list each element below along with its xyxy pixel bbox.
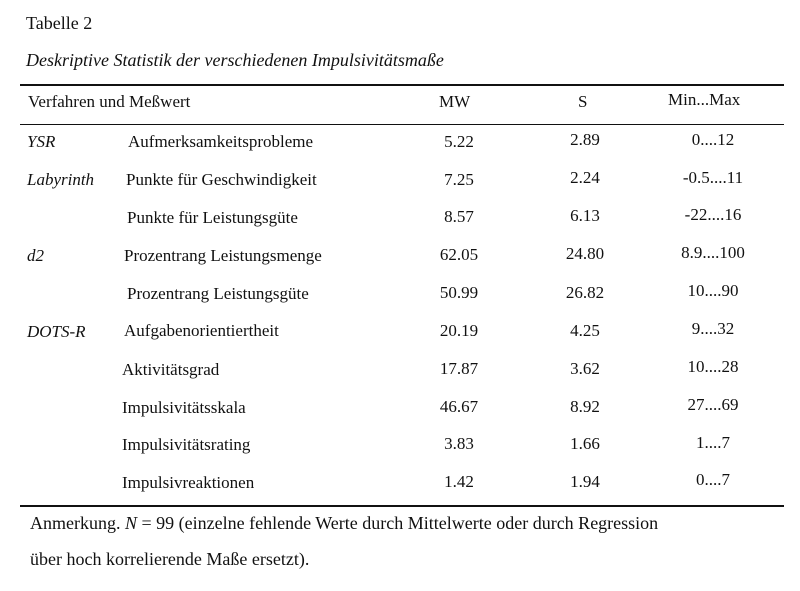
row-range: 1....7 <box>696 433 730 452</box>
header-rule <box>20 124 784 125</box>
row-range: 8.9....100 <box>681 243 745 262</box>
row-s: 2.89 <box>570 130 600 149</box>
row-range: 0....12 <box>691 130 735 149</box>
row-range: 10....90 <box>687 281 739 300</box>
table-note-line1 <box>30 513 658 534</box>
row-measure: Prozentrang Leistungsmenge <box>124 246 322 265</box>
row-measure: Aktivitätsgrad <box>122 360 220 379</box>
row-measure: Prozentrang Leistungsgüte <box>127 284 309 303</box>
row-mw: 7.25 <box>444 170 474 189</box>
row-s: 26.82 <box>565 283 605 302</box>
row-mw: 20.19 <box>439 321 479 340</box>
row-s: 4.25 <box>570 321 600 340</box>
header-method: Verfahren und Meßwert <box>28 92 191 111</box>
row-s: 6.13 <box>570 206 600 225</box>
header-mw: MW <box>439 92 471 111</box>
row-measure: Impulsivitätsrating <box>122 435 251 454</box>
row-s: 8.92 <box>570 397 600 416</box>
row-mw: 3.83 <box>444 434 474 453</box>
row-range: 10....28 <box>687 357 739 376</box>
table-caption: Deskriptive Statistik der verschiedenen Impulsivitätsmaße <box>26 50 444 70</box>
table-label: Tabelle 2 <box>26 13 93 33</box>
row-range: -0.5....11 <box>682 168 744 187</box>
header-range: Min...Max <box>668 90 741 109</box>
header-s: S <box>578 92 588 111</box>
table-note-line2: über hoch korrelierende Maße ersetzt). <box>30 549 310 569</box>
row-measure: Impulsivreaktionen <box>122 473 255 492</box>
note-prefix: Anmerkung. <box>30 513 121 533</box>
note-line1-rest: = 99 (einzelne fehlende Werte durch Mittelwerte oder durch Regression <box>141 513 659 533</box>
bottom-rule <box>20 505 784 507</box>
row-mw: 50.99 <box>439 283 479 302</box>
row-measure: Aufgabenorientiertheit <box>124 321 279 340</box>
row-measure: Punkte für Geschwindigkeit <box>126 170 317 189</box>
note-n-symbol: N <box>124 513 137 533</box>
row-mw: 17.87 <box>439 359 479 378</box>
row-group: Labyrinth <box>27 170 95 189</box>
row-measure: Impulsivitätsskala <box>122 398 246 417</box>
row-range: 9....32 <box>691 319 735 338</box>
row-s: 24.80 <box>565 244 605 263</box>
row-mw: 1.42 <box>444 472 474 491</box>
row-range: 27....69 <box>687 395 739 414</box>
row-s: 1.66 <box>570 434 600 453</box>
row-mw: 5.22 <box>444 132 474 151</box>
top-rule <box>20 84 784 86</box>
row-mw: 62.05 <box>439 245 479 264</box>
row-measure: Punkte für Leistungsgüte <box>127 208 298 227</box>
row-group: d2 <box>27 246 44 265</box>
row-mw: 8.57 <box>444 207 474 226</box>
row-group: YSR <box>27 132 56 151</box>
row-mw: 46.67 <box>439 397 479 416</box>
row-s: 2.24 <box>570 168 600 187</box>
row-s: 1.94 <box>570 472 600 491</box>
row-measure: Aufmerksamkeitsprobleme <box>128 132 314 151</box>
row-range: -22....16 <box>684 205 742 224</box>
row-group: DOTS-R <box>27 322 86 341</box>
row-s: 3.62 <box>570 359 600 378</box>
row-range: 0....7 <box>696 470 730 489</box>
